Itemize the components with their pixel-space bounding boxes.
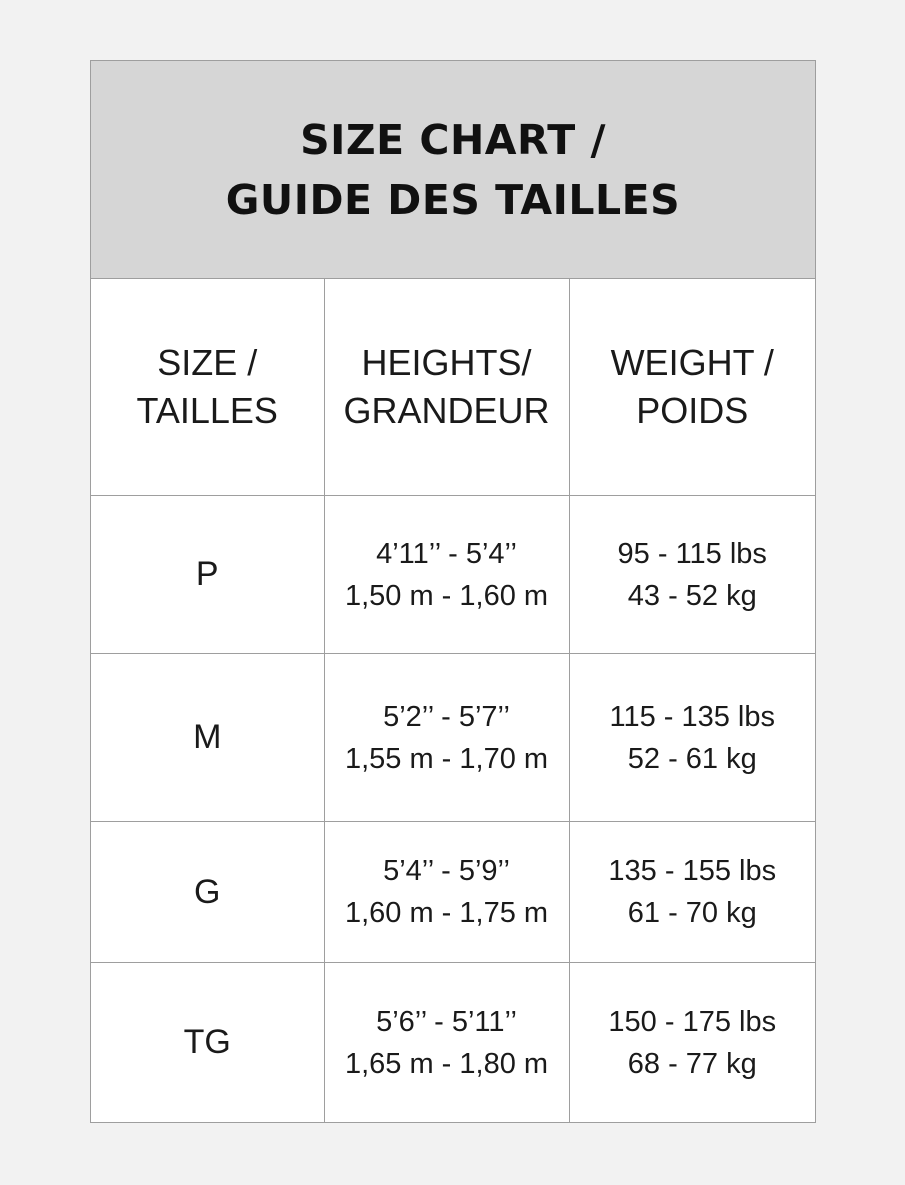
table-row (91, 654, 815, 822)
header-heights (324, 279, 569, 496)
size-table (91, 279, 815, 1123)
weight-kg: 68 - 77 kg (627, 1047, 757, 1080)
height-imperial: 5’4’’ - 5’9’’ (383, 855, 510, 887)
title-line-2: GUIDE DES TAILLES (225, 175, 681, 224)
height-imperial: 4’11’’ - 5’4’’ (376, 537, 517, 570)
weight-cell (569, 963, 815, 1123)
weight-lbs: 150 - 175 lbs (608, 1005, 777, 1038)
header-weight (569, 279, 815, 496)
height-imperial: 5’2’’ - 5’7’’ (383, 700, 510, 733)
height-cell (324, 822, 569, 963)
weight-kg: 52 - 61 kg (627, 742, 757, 775)
header-weight-line-1: WEIGHT / (610, 342, 774, 383)
weight-cell (569, 496, 815, 654)
weight-kg: 43 - 52 kg (627, 579, 757, 612)
weight-lbs: 115 - 135 lbs (609, 700, 776, 733)
size-cell: G (91, 822, 324, 963)
table-header-row (91, 279, 815, 496)
title-line-1: SIZE CHART / (300, 115, 606, 164)
weight-lbs: 95 - 115 lbs (617, 537, 767, 570)
size-cell: TG (91, 963, 324, 1123)
height-metric: 1,55 m - 1,70 m (344, 742, 549, 775)
height-metric: 1,65 m - 1,80 m (344, 1047, 549, 1080)
header-size-line-2: TAILLES (136, 390, 278, 431)
weight-cell (569, 654, 815, 822)
weight-kg: 61 - 70 kg (627, 897, 757, 929)
size-chart-card (90, 60, 816, 1123)
header-size-line-1: SIZE / (157, 342, 258, 383)
table-row (91, 496, 815, 654)
height-imperial: 5’6’’ - 5’11’’ (376, 1005, 517, 1038)
header-size (91, 279, 324, 496)
table-row (91, 822, 815, 963)
height-cell (324, 496, 569, 654)
size-cell: P (91, 496, 324, 654)
table-row (91, 963, 815, 1123)
height-metric: 1,60 m - 1,75 m (344, 897, 549, 929)
size-cell: M (91, 654, 324, 822)
weight-cell (569, 822, 815, 963)
weight-lbs: 135 - 155 lbs (608, 855, 777, 887)
height-metric: 1,50 m - 1,60 m (344, 579, 549, 612)
header-weight-line-2: POIDS (636, 390, 749, 431)
title-band (91, 61, 815, 279)
height-cell (324, 963, 569, 1123)
header-heights-line-2: GRANDEUR (343, 390, 550, 431)
header-heights-line-1: HEIGHTS/ (361, 342, 532, 383)
height-cell (324, 654, 569, 822)
